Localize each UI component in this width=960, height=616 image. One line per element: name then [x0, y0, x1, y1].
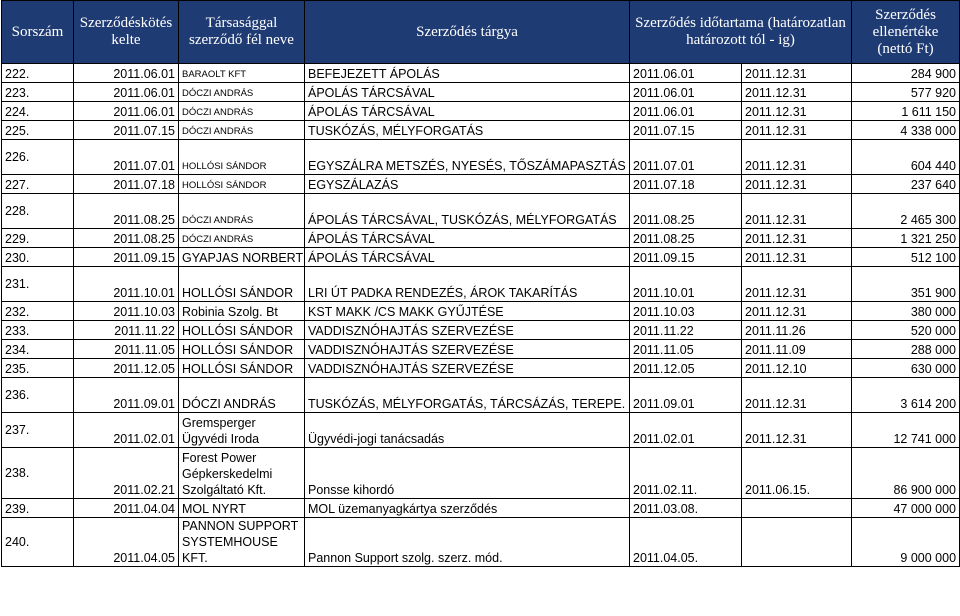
table-row: [2, 121, 960, 140]
cell-date: 2011.12.05: [74, 359, 179, 378]
table-row: [2, 175, 960, 194]
cell-date: 2011.02.21: [74, 448, 179, 499]
cell-party: MOL NYRT: [179, 499, 305, 518]
cell-subject: ÁPOLÁS TÁRCSÁVAL: [305, 83, 630, 102]
cell-party: Gremsperger Ügyvédi Iroda: [179, 413, 305, 448]
cell-to: 2011.11.26: [742, 321, 852, 340]
cell-party: DÓCZI ANDRÁS: [179, 121, 305, 140]
cell-party: BARAOLT KFT: [179, 64, 305, 83]
cell-date: 2011.04.05: [74, 518, 179, 567]
cell-subject: LRI ÚT PADKA RENDEZÉS, ÁROK TAKARÍTÁS: [305, 267, 630, 302]
cell-from: 2011.06.01: [630, 102, 742, 121]
header-ertek: Szerződés ellenértéke (nettó Ft): [852, 1, 960, 64]
cell-subject: ÁPOLÁS TÁRCSÁVAL: [305, 229, 630, 248]
cell-party: DÓCZI ANDRÁS: [179, 378, 305, 413]
cell-from: 2011.06.01: [630, 64, 742, 83]
cell-party: DÓCZI ANDRÁS: [179, 83, 305, 102]
cell-party: HOLLÓSI SÁNDOR: [179, 140, 305, 175]
cell-to: 2011.12.31: [742, 102, 852, 121]
table-row: [2, 359, 960, 378]
cell-party: GYAPJAS NORBERT: [179, 248, 305, 267]
cell-from: 2011.07.01: [630, 140, 742, 175]
cell-from: 2011.08.25: [630, 194, 742, 229]
cell-from: 2011.07.18: [630, 175, 742, 194]
cell-date: 2011.06.01: [74, 64, 179, 83]
table-row: [2, 340, 960, 359]
cell-subject: Ügyvédi-jogi tanácsadás: [305, 413, 630, 448]
cell-no: 235.: [2, 359, 74, 378]
cell-amount: 1 321 250: [852, 229, 960, 248]
cell-subject: Pannon Support szolg. szerz. mód.: [305, 518, 630, 567]
cell-party: DÓCZI ANDRÁS: [179, 229, 305, 248]
cell-to: 2011.12.31: [742, 229, 852, 248]
cell-amount: 288 000: [852, 340, 960, 359]
cell-to: 2011.12.31: [742, 175, 852, 194]
table-row: [2, 378, 960, 413]
cell-date: 2011.10.03: [74, 302, 179, 321]
cell-amount: 284 900: [852, 64, 960, 83]
cell-party: HOLLÓSI SÁNDOR: [179, 267, 305, 302]
cell-no: 223.: [2, 83, 74, 102]
cell-to: 2011.12.31: [742, 248, 852, 267]
cell-subject: VADDISZNÓHAJTÁS SZERVEZÉSE: [305, 340, 630, 359]
cell-from: 2011.11.05: [630, 340, 742, 359]
table-row: [2, 248, 960, 267]
table-row: [2, 321, 960, 340]
cell-date: 2011.07.18: [74, 175, 179, 194]
table-row: [2, 64, 960, 83]
cell-to: 2011.12.31: [742, 64, 852, 83]
cell-date: 2011.06.01: [74, 102, 179, 121]
cell-from: 2011.12.05: [630, 359, 742, 378]
cell-to: 2011.06.15.: [742, 448, 852, 499]
cell-no: 222.: [2, 64, 74, 83]
table-row: [2, 83, 960, 102]
cell-party: Forest Power Gépkerskedelmi Szolgáltató Kft.: [179, 448, 305, 499]
cell-subject: ÁPOLÁS TÁRCSÁVAL: [305, 102, 630, 121]
cell-from: 2011.07.15: [630, 121, 742, 140]
header-row: [2, 1, 960, 64]
cell-date: 2011.07.15: [74, 121, 179, 140]
cell-no: 239.: [2, 499, 74, 518]
cell-to: 2011.11.09: [742, 340, 852, 359]
cell-no: 224.: [2, 102, 74, 121]
cell-amount: 47 000 000: [852, 499, 960, 518]
cell-date: 2011.08.25: [74, 194, 179, 229]
table-row: [2, 499, 960, 518]
cell-subject: TUSKÓZÁS, MÉLYFORGATÁS, TÁRCSÁZÁS, TEREPE.: [305, 378, 630, 413]
cell-party: HOLLÓSI SÁNDOR: [179, 321, 305, 340]
table-row: [2, 448, 960, 499]
cell-party: PANNON SUPPORT SYSTEMHOUSE KFT.: [179, 518, 305, 567]
cell-from: 2011.10.03: [630, 302, 742, 321]
cell-subject: VADDISZNÓHAJTÁS SZERVEZÉSE: [305, 359, 630, 378]
cell-amount: 512 100: [852, 248, 960, 267]
cell-no: 237.: [2, 413, 74, 448]
cell-date: 2011.08.25: [74, 229, 179, 248]
cell-no: 233.: [2, 321, 74, 340]
cell-subject: VADDISZNÓHAJTÁS SZERVEZÉSE: [305, 321, 630, 340]
cell-date: 2011.11.05: [74, 340, 179, 359]
cell-to: 2011.12.31: [742, 413, 852, 448]
cell-from: 2011.08.25: [630, 229, 742, 248]
cell-date: 2011.06.01: [74, 83, 179, 102]
cell-to: [742, 499, 852, 518]
cell-amount: 380 000: [852, 302, 960, 321]
cell-no: 226.: [2, 140, 74, 175]
cell-no: 227.: [2, 175, 74, 194]
cell-to: 2011.12.10: [742, 359, 852, 378]
cell-party: HOLLÓSI SÁNDOR: [179, 175, 305, 194]
table-row: [2, 194, 960, 229]
cell-from: 2011.02.11.: [630, 448, 742, 499]
cell-date: 2011.09.01: [74, 378, 179, 413]
cell-subject: EGYSZÁLRA METSZÉS, NYESÉS, TŐSZÁMAPASZTÁS: [305, 140, 630, 175]
cell-amount: 86 900 000: [852, 448, 960, 499]
cell-amount: 2 465 300: [852, 194, 960, 229]
cell-amount: 9 000 000: [852, 518, 960, 567]
cell-party: HOLLÓSI SÁNDOR: [179, 359, 305, 378]
cell-no: 232.: [2, 302, 74, 321]
cell-from: 2011.11.22: [630, 321, 742, 340]
header-kotes: Szerződéskötés kelte: [74, 1, 179, 64]
cell-from: 2011.10.01: [630, 267, 742, 302]
cell-to: [742, 518, 852, 567]
header-sorszam: Sorszám: [2, 1, 74, 64]
cell-to: 2011.12.31: [742, 267, 852, 302]
cell-date: 2011.07.01: [74, 140, 179, 175]
contracts-table: [1, 0, 960, 567]
cell-subject: EGYSZÁLAZÁS: [305, 175, 630, 194]
cell-amount: 351 900: [852, 267, 960, 302]
cell-subject: MOL üzemanyagkártya szerződés: [305, 499, 630, 518]
cell-party: HOLLÓSI SÁNDOR: [179, 340, 305, 359]
cell-to: 2011.12.31: [742, 302, 852, 321]
cell-from: 2011.09.15: [630, 248, 742, 267]
cell-from: 2011.02.01: [630, 413, 742, 448]
cell-to: 2011.12.31: [742, 83, 852, 102]
header-idotartam: Szerződés időtartama (határozatlan határozott tól - ig): [630, 1, 852, 64]
cell-amount: 3 614 200: [852, 378, 960, 413]
cell-amount: 12 741 000: [852, 413, 960, 448]
cell-from: 2011.03.08.: [630, 499, 742, 518]
cell-party: Robinia Szolg. Bt: [179, 302, 305, 321]
table-row: [2, 140, 960, 175]
cell-no: 234.: [2, 340, 74, 359]
cell-no: 236.: [2, 378, 74, 413]
table-row: [2, 102, 960, 121]
cell-no: 240.: [2, 518, 74, 567]
cell-subject: Ponsse kihordó: [305, 448, 630, 499]
table-row: [2, 413, 960, 448]
cell-amount: 237 640: [852, 175, 960, 194]
cell-amount: 577 920: [852, 83, 960, 102]
cell-subject: BEFEJEZETT ÁPOLÁS: [305, 64, 630, 83]
cell-to: 2011.12.31: [742, 140, 852, 175]
cell-party: DÓCZI ANDRÁS: [179, 102, 305, 121]
cell-date: 2011.11.22: [74, 321, 179, 340]
cell-amount: 630 000: [852, 359, 960, 378]
cell-date: 2011.09.15: [74, 248, 179, 267]
cell-subject: ÁPOLÁS TÁRCSÁVAL: [305, 248, 630, 267]
header-targy: Szerződés tárgya: [305, 1, 630, 64]
table-row: [2, 267, 960, 302]
header-fel: Társasággal szerződő fél neve: [179, 1, 305, 64]
cell-to: 2011.12.31: [742, 121, 852, 140]
cell-date: 2011.02.01: [74, 413, 179, 448]
cell-no: 225.: [2, 121, 74, 140]
cell-from: 2011.06.01: [630, 83, 742, 102]
table-row: [2, 518, 960, 567]
cell-amount: 604 440: [852, 140, 960, 175]
cell-amount: 520 000: [852, 321, 960, 340]
cell-no: 230.: [2, 248, 74, 267]
table-row: [2, 302, 960, 321]
cell-no: 238.: [2, 448, 74, 499]
cell-date: 2011.04.04: [74, 499, 179, 518]
cell-amount: 4 338 000: [852, 121, 960, 140]
cell-to: 2011.12.31: [742, 194, 852, 229]
cell-party: DÓCZI ANDRÁS: [179, 194, 305, 229]
cell-from: 2011.04.05.: [630, 518, 742, 567]
cell-subject: TUSKÓZÁS, MÉLYFORGATÁS: [305, 121, 630, 140]
table-row: [2, 229, 960, 248]
cell-to: 2011.12.31: [742, 378, 852, 413]
cell-subject: KST MAKK /CS MAKK GYŰJTÉSE: [305, 302, 630, 321]
cell-date: 2011.10.01: [74, 267, 179, 302]
cell-subject: ÁPOLÁS TÁRCSÁVAL, TUSKÓZÁS, MÉLYFORGATÁS: [305, 194, 630, 229]
cell-no: 231.: [2, 267, 74, 302]
cell-from: 2011.09.01: [630, 378, 742, 413]
cell-no: 228.: [2, 194, 74, 229]
cell-amount: 1 611 150: [852, 102, 960, 121]
cell-no: 229.: [2, 229, 74, 248]
